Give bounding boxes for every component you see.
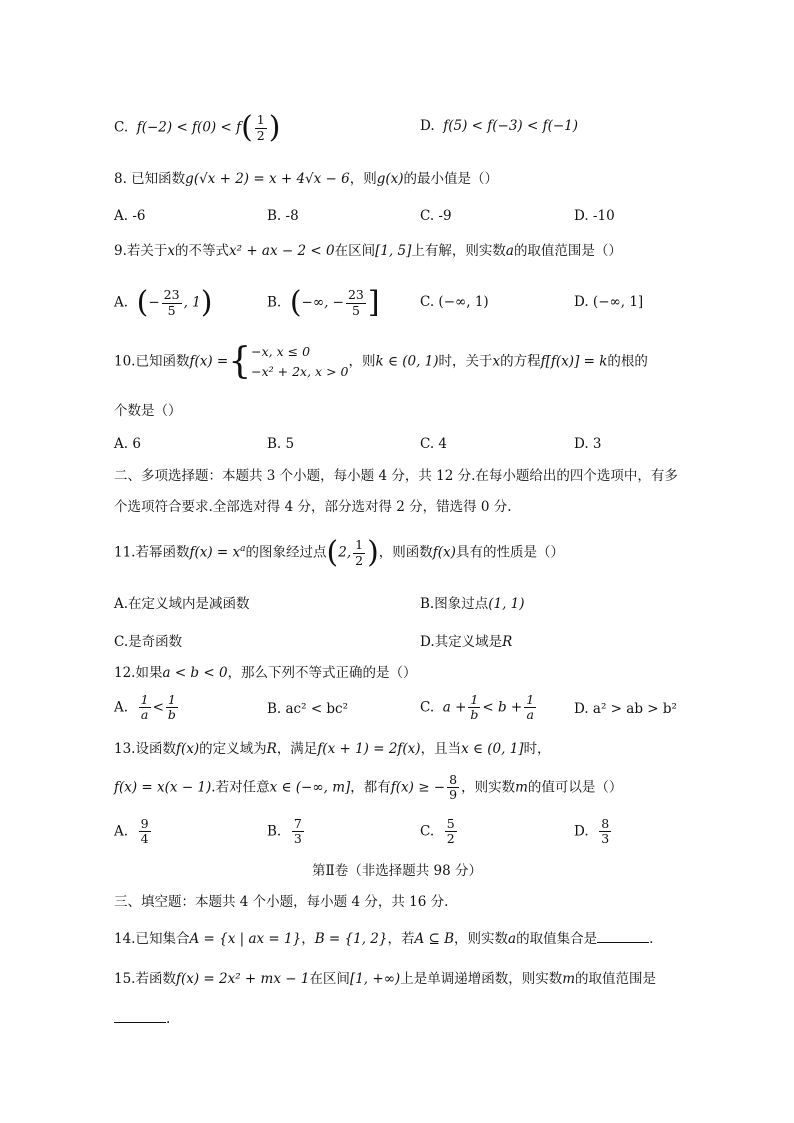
q13-option-c: C. $\frac{5}{2}$ bbox=[420, 816, 455, 847]
fraction: $\frac{1}{2}$ bbox=[355, 537, 364, 568]
paren: ( bbox=[241, 110, 253, 145]
fraction: $\frac{23}{5}$ bbox=[163, 287, 180, 318]
q12-option-c: C. a + $\frac{1}{b}$ < b + $\frac{1}{a}$ bbox=[420, 692, 535, 723]
q11-option-b: B.图象过点(1, 1) bbox=[420, 596, 525, 612]
q8-stem: 8. 已知函数g(√x + 2) = x + 4√x − 6，则g(x)的最小值是（） bbox=[114, 171, 499, 187]
q15-answer-line: . bbox=[114, 1010, 170, 1027]
q13-stem: 13.设函数f(x)的定义域为R，满足f(x + 1) = 2f(x)，且当x ∈ (0, 1]时， bbox=[114, 741, 551, 757]
q10-option-b: B. 5 bbox=[267, 436, 295, 452]
fraction: $\frac{8}{3}$ bbox=[601, 816, 610, 847]
answer-blank[interactable] bbox=[114, 1010, 166, 1023]
q13-option-a: A. $\frac{9}{4}$ bbox=[114, 816, 149, 847]
q13-stem-cont: f(x) = x(x − 1).若对任意x ∈ (−∞, m]，都有f(x) ≥ − $\frac{8}{9}$ ，则实数m的值可以是（） bbox=[114, 772, 623, 803]
brace: { bbox=[228, 341, 252, 382]
q13-option-d: D. $\frac{8}{3}$ bbox=[574, 816, 610, 847]
section-2-heading: 二、多项选择题：本题共 3 个小题，每小题 4 分，共 12 分.在每小题给出的四个选项中，有多 bbox=[114, 468, 678, 484]
q9-option-a: A. (− $\frac{23}{5}$ , 1) bbox=[114, 285, 213, 320]
piecewise-cases: −x, x ≤ 0 −x² + 2x, x > 0 bbox=[251, 344, 349, 379]
q10-stem-cont: 个数是（） bbox=[114, 403, 182, 419]
q11-stem: 11.若幂函数$f(x) = x^a$的图象经过点(2, $\frac{1}{2}$ )，则函数f(x)具有的性质是（） bbox=[114, 535, 564, 570]
q12-stem: 12.如果a < b < 0，那么下列不等式正确的是（） bbox=[114, 665, 417, 681]
q7-option-d: D. f(5) < f(−3) < f(−1) bbox=[420, 118, 579, 134]
q12-option-a: A. $\frac{1}{a}$ < $\frac{1}{b}$ bbox=[114, 692, 176, 723]
q12-option-d: D. a² > ab > b² bbox=[574, 701, 677, 717]
q14-stem: 14.已知集合A = {x | ax = 1}，B = {1, 2}，若A ⊆ B，则实数a的取值集合是 . bbox=[114, 931, 654, 947]
q9-stem: 9.若关于x的不等式x² + ax − 2 < 0在区间[1, 5]上有解，则实数a的取值范围是（） bbox=[114, 243, 622, 259]
q8-option-d: D. -10 bbox=[574, 208, 615, 224]
q10-option-d: D. 3 bbox=[574, 436, 602, 452]
q9-option-c: C. (−∞, 1) bbox=[420, 294, 489, 310]
q7-option-c bbox=[114, 110, 281, 145]
q15-stem: 15.若函数f(x) = 2x² + mx − 1在区间[1, +∞)上是单调递增函数，则实数m的取值范围是 bbox=[114, 971, 657, 987]
fraction: $\frac{1}{a}$ bbox=[140, 692, 149, 723]
fraction: $\frac{23}{5}$ bbox=[347, 287, 364, 318]
q10-option-a: A. 6 bbox=[114, 436, 141, 452]
fraction: $\frac{1}{b}$ bbox=[167, 692, 176, 723]
q12-option-b: B. ac² < bc² bbox=[267, 701, 349, 717]
q11-option-c: C.是奇函数 bbox=[114, 634, 183, 650]
fraction: $\frac{9}{4}$ bbox=[140, 816, 149, 847]
q11-option-d: D.其定义域是R bbox=[420, 634, 513, 650]
answer-blank[interactable] bbox=[597, 930, 649, 943]
fraction: $\frac{7}{3}$ bbox=[293, 816, 302, 847]
q10-stem: 10.已知函数f(x) ={ −x, x ≤ 0 −x² + 2x, x > 0 ，则k ∈ (0, 1)时，关于x的方程f[f(x)] = k的根的 bbox=[114, 341, 648, 382]
q13-option-b: B. $\frac{7}{3}$ bbox=[267, 816, 302, 847]
fraction: $\frac{5}{2}$ bbox=[446, 816, 455, 847]
math-expr: f(5) < f(−3) < f(−1) bbox=[443, 118, 579, 134]
fraction: $\frac{8}{9}$ bbox=[449, 772, 458, 803]
q10-option-c: C. 4 bbox=[420, 436, 448, 452]
fraction: $\frac{1}{b}$ bbox=[470, 692, 479, 723]
math-expr: f(−2) < f(0) < f bbox=[136, 119, 242, 136]
q9-option-b: B. (−∞, − $\frac{23}{5}$ ] bbox=[267, 285, 380, 320]
q8-option-a: A. -6 bbox=[114, 208, 146, 224]
q8-option-b: B. -8 bbox=[267, 208, 299, 224]
math-expr: g(√x + 2) = x + 4√x − 6 bbox=[185, 171, 350, 187]
section-2-instructions: 个选项符合要求.全部选对得 4 分，部分选对得 2 分，错选得 0 分. bbox=[114, 499, 512, 515]
fraction: $\frac{1}{2}$ bbox=[256, 112, 265, 143]
q8-option-c: C. -9 bbox=[420, 208, 452, 224]
option-label: C. bbox=[114, 119, 129, 136]
fraction: $\frac{1}{a}$ bbox=[526, 692, 535, 723]
q9-option-d: D. (−∞, 1] bbox=[574, 294, 644, 310]
section-3-heading: 三、填空题：本题共 4 个小题，每小题 4 分，共 16 分. bbox=[114, 894, 449, 910]
q11-option-a: A.在定义域内是减函数 bbox=[114, 596, 250, 612]
paren: ) bbox=[268, 110, 281, 145]
part-2-title: 第Ⅱ卷（非选择题共 98 分） bbox=[312, 863, 482, 879]
